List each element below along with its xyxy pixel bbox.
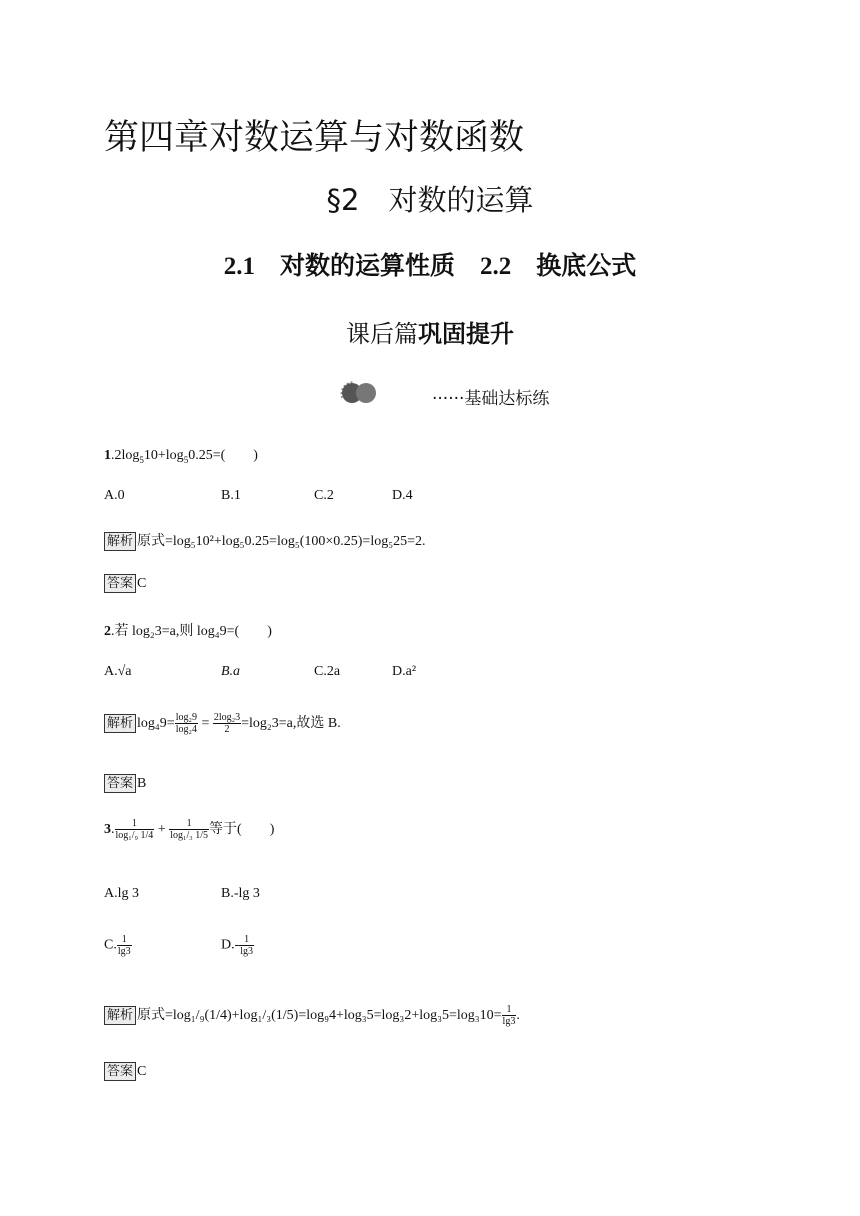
subsection-title-1: 对数的运算性质 xyxy=(279,251,455,280)
stem-text: 等于( ) xyxy=(209,822,275,837)
denominator: lg3 xyxy=(240,946,254,957)
subsection-num-2: 2.2 xyxy=(480,253,512,280)
level-badge-icon xyxy=(334,378,420,404)
log-base: 5 xyxy=(139,454,144,465)
analysis-tag: 解析 xyxy=(104,532,136,551)
numerator: 2log₂3 xyxy=(213,712,241,724)
analysis-tag: 解析 xyxy=(104,1006,136,1025)
fraction xyxy=(213,712,241,735)
answer-tag: 答案 xyxy=(104,774,136,793)
option-b: B.1 xyxy=(221,488,241,503)
denominator: log₁/₉ 1/4 xyxy=(115,830,154,842)
phase-prefix: 课后篇 xyxy=(346,320,418,348)
fraction xyxy=(175,712,198,735)
answer-tag: 答案 xyxy=(104,1062,136,1081)
question-3-stem: 3. $\frac{1}{\text{log₁/₉ 1/4}}$ + $\frac{1}{\text{log₁/₃ 1/5}}$ 等于( ) xyxy=(104,818,275,842)
option-label: C. xyxy=(104,937,117,953)
question-number: 2 xyxy=(104,624,111,639)
fraction xyxy=(169,818,209,841)
numerator: 1 xyxy=(117,934,132,946)
option-a: A.√a xyxy=(104,664,132,679)
option-a: A.0 xyxy=(104,488,125,503)
numerator: log₂9 xyxy=(175,712,197,724)
analysis-text: 原式=log₅10²+log₅0.25=log₅(100×0.25)=log₅25=2. xyxy=(137,534,426,549)
chapter-title: 第四章对数运算与对数函数 xyxy=(104,118,525,158)
stem-part: 0.25=( ) xyxy=(188,448,258,463)
option-b: B.a xyxy=(221,664,241,679)
denominator: log₁/₃ 1/5 xyxy=(170,830,209,842)
denominator: lg3 xyxy=(117,946,131,957)
question-3-analysis: 解析 原式=log₁/₉(1/4)+log₁/₃(1/5)=log₉4+log₃5=log₃2+log₃5=log₃10= $\frac{1}{\lg 3}$ . xyxy=(104,1004,520,1027)
option-c xyxy=(104,934,132,957)
numerator: 1 xyxy=(239,934,254,946)
question-2-answer xyxy=(104,774,146,793)
option-d: D.a² xyxy=(392,664,417,679)
stem-text: .若 log₂3=a,则 log₄9=( ) xyxy=(111,624,272,639)
numerator: 1 xyxy=(169,818,209,830)
denominator: log₂4 xyxy=(175,724,197,736)
analysis-text: =log₂3=a,故选 B. xyxy=(241,716,341,731)
question-1-stem xyxy=(104,444,258,465)
option-a: A.lg 3 xyxy=(104,886,139,901)
answer-text: C xyxy=(137,1064,147,1079)
numerator: 1 xyxy=(502,1004,517,1016)
fraction xyxy=(502,1004,517,1027)
option-label: D.- xyxy=(221,937,240,953)
answer-tag: 答案 xyxy=(104,574,136,593)
phase-strong: 巩固提升 xyxy=(418,320,514,348)
stem-part: .2log xyxy=(111,448,140,463)
fraction xyxy=(239,934,254,957)
level-label: ······基础达标练 xyxy=(432,389,550,409)
question-2-stem xyxy=(104,620,272,640)
option-c: C.2 xyxy=(314,488,334,503)
question-2-options xyxy=(0,664,860,684)
question-2-analysis: 解析 log₄9= $\frac{\text{log₂9}}{\text{log₂4}}$ = $\frac{\text{2log₂3}}{2}$ =log₂3=a,故选 B. xyxy=(104,712,341,735)
numerator: 1 xyxy=(115,818,155,830)
option-b: B.-lg 3 xyxy=(221,886,260,901)
answer-text: B xyxy=(137,776,147,791)
denominator: lg3 xyxy=(502,1016,516,1028)
option-d: D.4 xyxy=(392,488,413,503)
section-title: §2 对数的运算 xyxy=(326,183,534,217)
phase-heading xyxy=(0,314,860,349)
denominator: 2 xyxy=(224,724,230,736)
analysis-tag: 解析 xyxy=(104,714,136,733)
question-number: 1 xyxy=(104,448,111,463)
analysis-text: 原式=log₁/₉(1/4)+log₁/₃(1/5)=log₉4+log₃5=log₃2+log₃5=log₃10= xyxy=(137,1008,502,1023)
option-c: C.2a xyxy=(314,664,341,679)
log-base: 5 xyxy=(183,454,189,465)
analysis-text: log₄9= xyxy=(137,716,175,731)
question-3-answer xyxy=(104,1062,146,1081)
subsection-title-2: 换底公式 xyxy=(536,251,637,280)
question-3-options-row1 xyxy=(0,886,860,906)
option-d xyxy=(221,934,254,957)
fraction xyxy=(115,818,155,841)
question-number: 3 xyxy=(104,822,111,837)
subsection-num-1: 2.1 xyxy=(223,253,255,280)
question-1-answer xyxy=(104,574,146,593)
subsection-title xyxy=(0,246,860,282)
question-1-analysis xyxy=(104,530,426,551)
answer-text: C xyxy=(137,576,147,591)
stem-part: 10+log xyxy=(143,448,184,463)
question-1-options xyxy=(0,488,860,508)
question-3-options-row2 xyxy=(0,934,860,964)
fraction xyxy=(117,934,132,957)
